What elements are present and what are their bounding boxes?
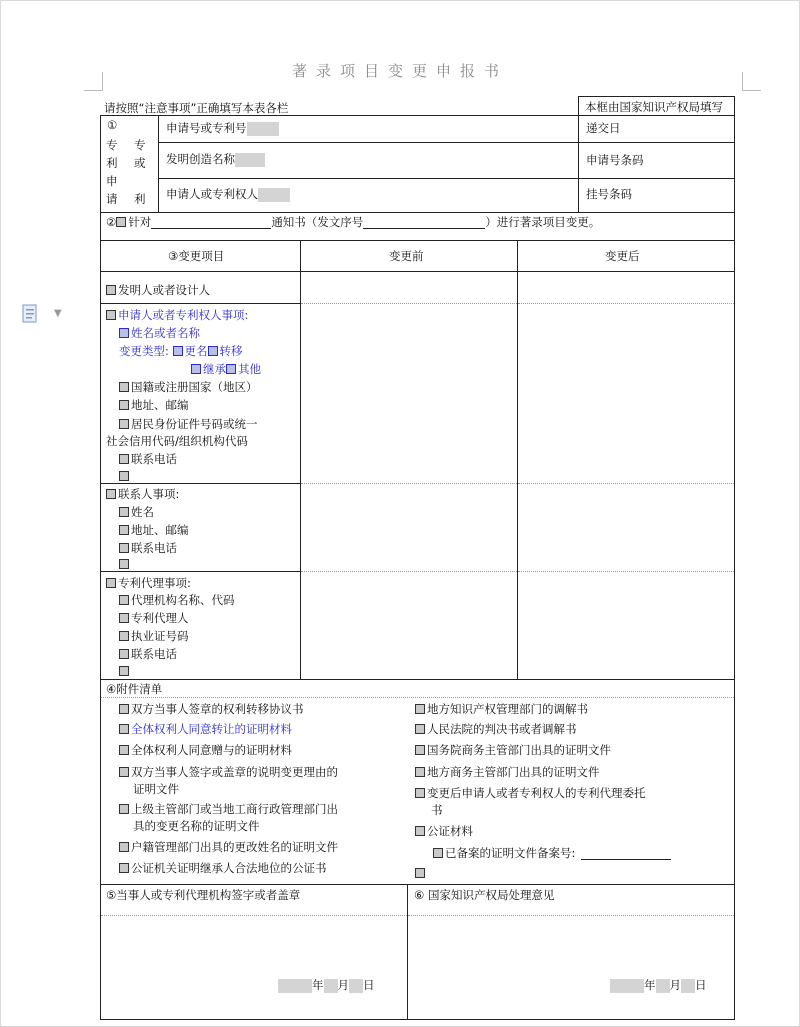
checkbox[interactable] [119, 631, 129, 641]
contact-phone-item[interactable]: 联系电话 [119, 541, 177, 555]
checkbox[interactable] [119, 649, 129, 659]
checkbox[interactable] [208, 346, 218, 356]
checkbox[interactable] [119, 724, 129, 734]
notice-line: ② 针对 通知书（发文序号 ）进行著录项目变更。 [106, 215, 601, 229]
section1-label-char: 专 [106, 138, 118, 152]
checkbox[interactable] [415, 724, 425, 734]
attachment-item[interactable]: 地方知识产权管理部门的调解书 [415, 702, 588, 716]
office-date[interactable]: 年 月 日 [610, 978, 707, 993]
checkbox[interactable] [119, 454, 129, 464]
checkbox[interactable] [415, 826, 425, 836]
attachments-title: ④附件清单 [106, 682, 163, 696]
checkbox[interactable] [119, 543, 129, 553]
applicant-label: 申请人或专利权人 [166, 187, 258, 201]
section1-label-char: 或 [134, 156, 146, 170]
submission-date-label: 递交日 [586, 121, 621, 135]
checkbox[interactable] [106, 578, 116, 588]
attachment-item[interactable]: 全体权利人同意转让的证明材料 [119, 722, 292, 736]
attachment-item[interactable]: 全体权利人同意赠与的证明材料 [119, 743, 292, 757]
app-number-field[interactable] [166, 121, 279, 136]
checkbox[interactable] [119, 471, 129, 481]
empty-item[interactable] [119, 469, 131, 483]
signature-date[interactable]: 年 月 日 [278, 978, 375, 993]
notice-name-blank[interactable] [151, 217, 271, 229]
checkbox[interactable] [119, 842, 129, 852]
before-change-header: 变更前 [389, 249, 424, 263]
empty-item[interactable] [119, 557, 131, 571]
attachment-item-cont: 证明文件 [133, 782, 179, 796]
notice-serial-blank[interactable] [363, 217, 485, 229]
invention-name-label: 发明创造名称 [166, 152, 235, 166]
checkbox[interactable] [119, 382, 129, 392]
agent-item[interactable]: 专利代理事项: [106, 576, 191, 590]
invention-name-field[interactable] [166, 152, 265, 167]
empty-item[interactable] [119, 664, 131, 678]
attachment-item[interactable]: 国务院商务主管部门出具的证明文件 [415, 743, 611, 757]
redacted-value [324, 979, 338, 993]
app-number-label: 申请号或专利号 [166, 121, 247, 135]
attachment-item[interactable]: 人民法院的判决书或者调解书 [415, 722, 577, 736]
contact-address-item[interactable]: 地址、邮编 [119, 523, 189, 537]
section1-number: ① [107, 118, 118, 132]
after-change-header: 变更后 [605, 249, 640, 263]
attachment-item-cont: 书 [431, 803, 443, 817]
checkbox[interactable] [116, 217, 126, 227]
nationality-item[interactable]: 国籍或注册国家（地区） [119, 380, 258, 394]
attachment-item[interactable]: 公证材料 [415, 824, 473, 838]
redacted-value [656, 979, 670, 993]
agent-cert-item[interactable]: 执业证号码 [119, 629, 189, 643]
change-item-header: ③变更项目 [168, 249, 225, 263]
redacted-value [610, 979, 644, 993]
checkbox[interactable] [119, 767, 129, 777]
redacted-value [247, 122, 279, 136]
attachment-item[interactable]: 双方当事人签章的权利转移协议书 [119, 702, 304, 716]
section2-number: ② [106, 215, 117, 229]
attachment-item[interactable]: 已备案的证明文件备案号: [433, 846, 671, 860]
phone-item[interactable]: 联系电话 [119, 452, 177, 466]
app-barcode-label: 申请号条码 [586, 153, 644, 167]
checkbox[interactable] [119, 863, 129, 873]
attachment-item-cont: 具的变更名称的证明文件 [133, 819, 260, 833]
checkbox[interactable] [119, 666, 129, 676]
contact-name-item[interactable]: 姓名 [119, 505, 154, 519]
agent-person-item[interactable]: 专利代理人 [119, 611, 189, 625]
checkbox[interactable] [191, 364, 201, 374]
checkbox[interactable] [173, 346, 183, 356]
attachment-item[interactable]: 地方商务主管部门出具的证明文件 [415, 765, 600, 779]
agent-org-item[interactable]: 代理机构名称、代码 [119, 593, 235, 607]
checkbox[interactable] [415, 745, 425, 755]
attachment-item[interactable]: 上级主管部门或当地工商行政管理部门出 [119, 802, 338, 816]
holder-item[interactable]: 申请人或者专利权人事项: [106, 308, 248, 322]
checkbox[interactable] [119, 419, 129, 429]
holder-name-item[interactable]: 姓名或者名称 [119, 326, 200, 340]
attachment-item[interactable]: 双方当事人签字或盖章的说明变更理由的 [119, 765, 338, 779]
checkbox[interactable] [119, 559, 129, 569]
attachment-item[interactable]: 户籍管理部门出具的更改姓名的证明文件 [119, 840, 338, 854]
contact-item[interactable]: 联系人事项: [106, 487, 179, 501]
agent-phone-item[interactable]: 联系电话 [119, 647, 177, 661]
checkbox[interactable] [119, 595, 129, 605]
checkbox[interactable] [119, 704, 129, 714]
address-item[interactable]: 地址、邮编 [119, 398, 189, 412]
attachment-item[interactable]: 变更后申请人或者专利权人的专利代理委托 [415, 786, 646, 800]
section1-label-char: 专 [134, 138, 146, 152]
id-number-item[interactable]: 居民身份证件号码或统一 [119, 417, 258, 431]
attachment-item[interactable]: 公证机关证明继承人合法地位的公证书 [119, 861, 327, 875]
redacted-value [235, 153, 265, 167]
document-options-icon[interactable] [22, 304, 40, 324]
redacted-value [681, 979, 695, 993]
registered-barcode-label: 挂号条码 [586, 187, 632, 201]
redacted-value [349, 979, 363, 993]
redacted-value [258, 188, 290, 202]
filing-number-blank[interactable] [581, 848, 671, 860]
section1-label-char: 申 [106, 174, 118, 188]
checkbox[interactable] [433, 848, 443, 858]
checkbox[interactable] [119, 507, 129, 517]
applicant-field[interactable] [166, 187, 290, 202]
empty-item[interactable] [415, 866, 427, 880]
checkbox[interactable] [106, 489, 116, 499]
checkbox[interactable] [119, 525, 129, 535]
checkbox[interactable] [119, 400, 129, 410]
redacted-value [278, 979, 312, 993]
inventor-item[interactable]: 发明人或者设计人 [106, 283, 210, 297]
checkbox[interactable] [106, 310, 116, 320]
checkbox[interactable] [226, 364, 236, 374]
checkbox[interactable] [119, 328, 129, 338]
signature-section-title: ⑤当事人或专利代理机构签字或者盖章 [106, 888, 301, 902]
office-opinion-title: ⑥ 国家知识产权局处理意见 [414, 888, 555, 902]
checkbox[interactable] [106, 285, 116, 295]
section1-label-char: 请 [106, 192, 118, 206]
section1-label-char: 利 [134, 192, 146, 206]
checkbox[interactable] [415, 788, 425, 798]
checkbox[interactable] [415, 868, 425, 878]
checkbox[interactable] [119, 804, 129, 814]
checkbox[interactable] [415, 767, 425, 777]
change-type-row: 变更类型: 更名 转移 [119, 344, 243, 358]
fill-instruction-note: 请按照“注意事项”正确填写本表各栏 [104, 101, 289, 115]
change-type-row: 继承 其他 [191, 362, 261, 376]
checkbox[interactable] [415, 704, 425, 714]
chevron-down-icon[interactable]: ▼ [54, 308, 62, 319]
section1-label-char: 利 [106, 156, 118, 170]
office-use-note: 本框由国家知识产权局填写 [585, 100, 723, 114]
checkbox[interactable] [119, 613, 129, 623]
checkbox[interactable] [119, 745, 129, 755]
document-title: 著录项目变更申报书 [291, 62, 508, 80]
id-number-item-cont: 社会信用代码/组织机构代码 [106, 434, 248, 448]
